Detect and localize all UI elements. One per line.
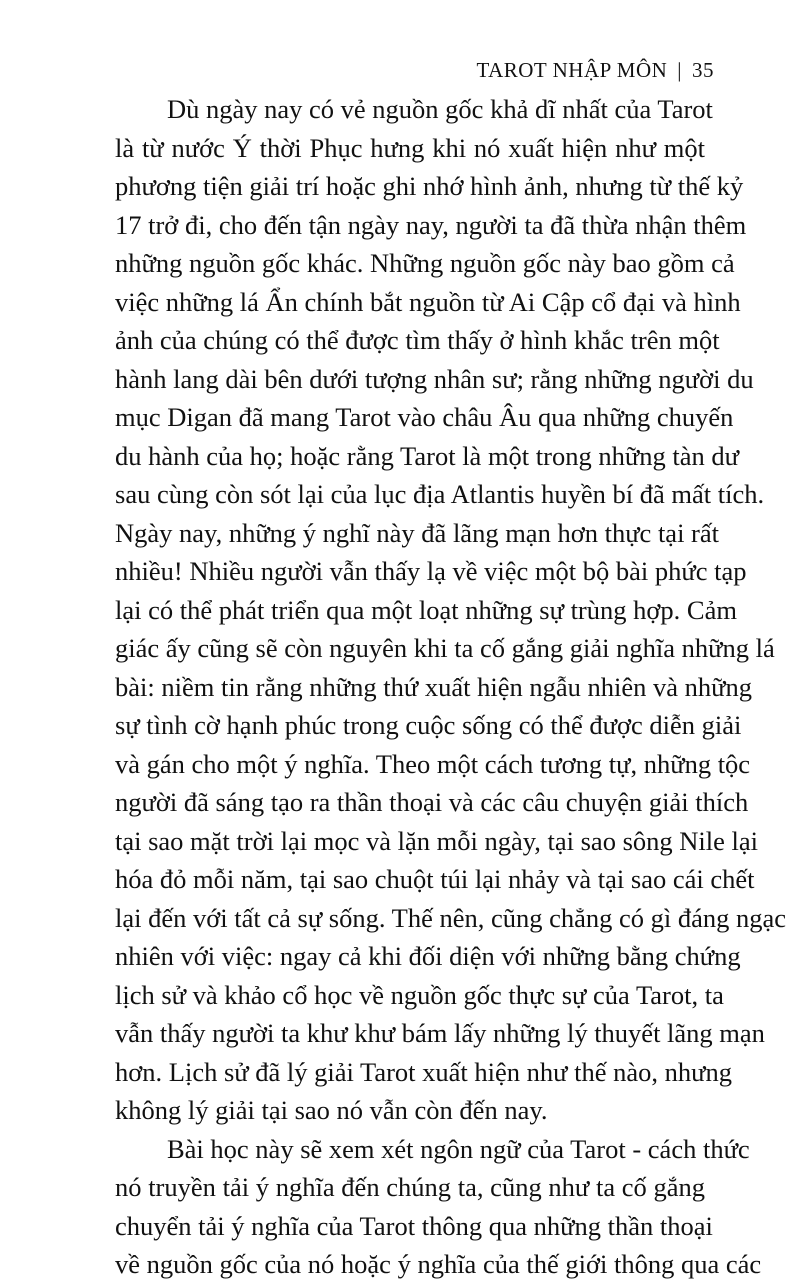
text-line: hóa đỏ mỗi năm, tại sao chuột túi lại nhảy và tại sao cái chết bbox=[115, 864, 755, 894]
page-number: 35 bbox=[692, 58, 714, 82]
paragraph-2 bbox=[115, 1130, 762, 1284]
text-line: bài: niềm tin rằng những thứ xuất hiện ngẫu nhiên và những bbox=[115, 671, 753, 702]
body-text bbox=[115, 90, 787, 1284]
book-title: TAROT NHẬP MÔN bbox=[476, 58, 668, 82]
text-line: nhiên với việc: ngay cả khi đối diện với những bằng chứng bbox=[115, 941, 741, 971]
text-line: du hành của họ; hoặc rằng Tarot là một trong những tàn dư bbox=[115, 440, 739, 471]
text-line: lịch sử và khảo cổ học về nguồn gốc thực sự của Tarot, ta bbox=[115, 979, 724, 1010]
text-line: mục Digan đã mang Tarot vào châu Âu qua những chuyến bbox=[115, 402, 734, 432]
text-line: việc những lá Ẩn chính bắt nguồn từ Ai Cập cổ đại và hình bbox=[115, 286, 741, 317]
text-line: sự tình cờ hạnh phúc trong cuộc sống có thể được diễn giải bbox=[115, 710, 742, 740]
text-line: 17 trở đi, cho đến tận ngày nay, người ta đã thừa nhận thêm bbox=[115, 209, 747, 240]
text-line: ảnh của chúng có thể được tìm thấy ở hình khắc trên một bbox=[115, 325, 720, 355]
text-line: Ngày nay, những ý nghĩ này đã lãng mạn hơn thực tại rất bbox=[115, 517, 720, 548]
text-line: lại có thể phát triển qua một loạt những sự trùng hợp. Cảm bbox=[115, 594, 737, 625]
text-line: không lý giải tại sao nó vẫn còn đến nay. bbox=[115, 1095, 548, 1125]
text-line: nhiều! Nhiều người vẫn thấy lạ về việc một bộ bài phức tạp bbox=[115, 556, 747, 586]
text-line: và gán cho một ý nghĩa. Theo một cách tương tự, những tộc bbox=[115, 748, 751, 779]
text-line: vẫn thấy người ta khư khư bám lấy những lý thuyết lãng mạn bbox=[115, 1018, 765, 1048]
text-line: Dù ngày nay có vẻ nguồn gốc khả dĩ nhất của Tarot bbox=[167, 94, 713, 124]
header-separator: | bbox=[677, 58, 682, 82]
text-line: hành lang dài bên dưới tượng nhân sư; rằng những người du bbox=[115, 363, 754, 394]
text-line: tại sao mặt trời lại mọc và lặn mỗi ngày, tại sao sông Nile lại bbox=[115, 825, 758, 856]
text-line: những nguồn gốc khác. Những nguồn gốc này bao gồm cả bbox=[115, 248, 735, 278]
text-line: về nguồn gốc của nó hoặc ý nghĩa của thế giới thông qua các bbox=[115, 1249, 762, 1279]
text-line: Bài học này sẽ xem xét ngôn ngữ của Tarot - cách thức bbox=[167, 1133, 750, 1164]
text-line: lại đến với tất cả sự sống. Thế nên, cũng chẳng có gì đáng ngạc bbox=[115, 902, 787, 933]
text-line: hơn. Lịch sử đã lý giải Tarot xuất hiện như thế nào, nhưng bbox=[115, 1056, 733, 1087]
text-line: sau cùng còn sót lại của lục địa Atlantis huyền bí đã mất tích. bbox=[115, 479, 765, 509]
text-line: nó truyền tải ý nghĩa đến chúng ta, cũng như ta cố gắng bbox=[115, 1172, 705, 1202]
text-line: giác ấy cũng sẽ còn nguyên khi ta cố gắng giải nghĩa những lá bbox=[115, 633, 775, 663]
running-header bbox=[476, 58, 714, 83]
paragraph-1 bbox=[115, 90, 787, 1130]
text-line: chuyển tải ý nghĩa của Tarot thông qua những thần thoại bbox=[115, 1210, 713, 1241]
text-line: người đã sáng tạo ra thần thoại và các câu chuyện giải thích bbox=[115, 787, 749, 817]
text-line: phương tiện giải trí hoặc ghi nhớ hình ảnh, nhưng từ thế kỷ bbox=[115, 171, 744, 201]
text-line: là từ nước Ý thời Phục hưng khi nó xuất hiện như một bbox=[115, 132, 705, 163]
